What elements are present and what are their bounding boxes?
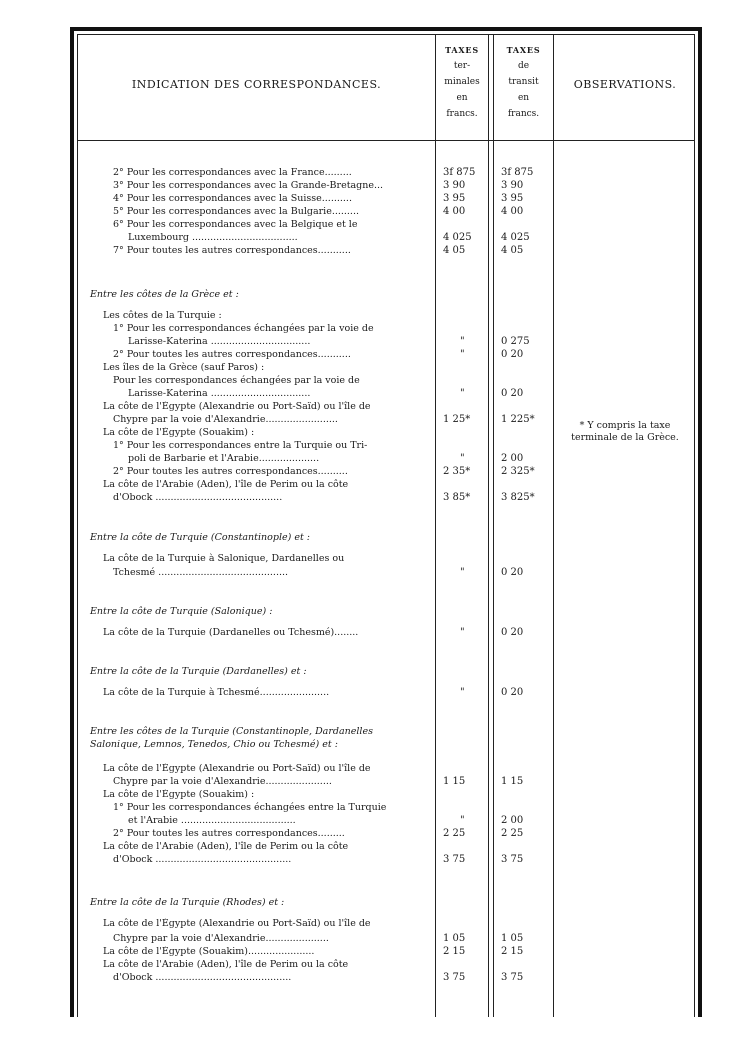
transit-tax-value: 3 825* xyxy=(501,492,535,503)
table-row-text: La côte de l'Égypte (Souakim) : xyxy=(103,789,255,800)
transit-tax-value: 0 20 xyxy=(501,567,524,578)
column-divider-1 xyxy=(435,34,436,1017)
header-terminal-line: minales xyxy=(444,77,480,87)
section-heading: Entre la côte de Turquie (Salonique) : xyxy=(90,606,273,617)
transit-tax-value: 1 225* xyxy=(501,414,535,425)
terminal-tax-value: 1 15 xyxy=(443,776,466,787)
section-heading: Salonique, Lemnos, Tenedos, Chio ou Tchesmé) et : xyxy=(90,739,338,750)
table-row-text: La côte de l'Arabie (Aden), l'île de Perim ou la côte xyxy=(103,841,349,852)
table-row-text: Larisse-Katerina ................................. xyxy=(128,336,311,347)
table-row-text: La côte de la Turquie à Salonique, Dardanelles ou xyxy=(103,553,345,564)
header-indication: INDICATION DES CORRESPONDANCES. xyxy=(131,78,382,91)
header-transit-line: en xyxy=(517,93,530,103)
terminal-tax-value: " xyxy=(460,687,465,698)
transit-tax-value: 2 15 xyxy=(501,946,524,957)
header-terminal-taxes xyxy=(436,42,488,122)
table-row-text: La côte de l'Égypte (Alexandrie ou Port-Saïd) ou l'île de xyxy=(103,918,371,929)
terminal-tax-value: 3 95 xyxy=(443,193,466,204)
transit-tax-value: 0 20 xyxy=(501,687,524,698)
transit-tax-value: 4 00 xyxy=(501,206,524,217)
terminal-tax-value: " xyxy=(460,453,465,464)
section-heading: Entre les côtes de la Turquie (Constantinople, Dardanelles xyxy=(90,726,373,737)
section-heading: Entre les côtes de la Grèce et : xyxy=(90,289,239,300)
table-row-text: d'Obock .......................................... xyxy=(113,492,283,503)
table-row-text: 3° Pour les correspondances avec la Grande-Bretagne... xyxy=(113,180,384,191)
table-row-text: Les îles de la Grèce (sauf Paros) : xyxy=(103,362,265,373)
table-row-text: La côte de la Turquie (Dardanelles ou Tchesmé)........ xyxy=(103,627,359,638)
column-divider-2b xyxy=(493,34,494,1017)
table-row-text: Chypre par la voie d'Alexandrie........................ xyxy=(113,414,338,425)
table-row-text: Les côtes de la Turquie : xyxy=(103,310,222,321)
table-row-text: et l'Arabie ...................................... xyxy=(128,815,296,826)
table-row-text: 1° Pour les correspondances entre la Turquie ou Tri- xyxy=(113,440,368,451)
transit-tax-value: 1 15 xyxy=(501,776,524,787)
observation-note xyxy=(560,420,690,444)
transit-tax-value: 4 025 xyxy=(501,232,530,243)
table-row-text: 2° Pour les correspondances avec la France......... xyxy=(113,167,352,178)
header-separator xyxy=(77,140,695,141)
table-row-text: La côte de la Turquie à Tchesmé....................... xyxy=(103,687,330,698)
table-row-text: La côte de l'Égypte (Souakim)...................... xyxy=(103,946,315,957)
terminal-tax-value: " xyxy=(460,388,465,399)
table-row-text: 2° Pour toutes les autres correspondances.......... xyxy=(113,466,348,477)
table-row-text: La côte de l'Égypte (Alexandrie ou Port-Saïd) ou l'île de xyxy=(103,763,371,774)
transit-tax-value: 2 00 xyxy=(501,453,524,464)
header-terminal-line: francs. xyxy=(446,109,478,119)
table-row-text: Luxembourg ................................... xyxy=(128,232,298,243)
header-observations: OBSERVATIONS. xyxy=(573,78,677,91)
table-row-text: Tchesmé ........................................... xyxy=(113,567,289,578)
column-divider-3 xyxy=(553,34,554,1017)
table-row-text: Larisse-Katerina ................................. xyxy=(128,388,311,399)
transit-tax-value: 3 75 xyxy=(501,854,524,865)
table-row-text: La côte de l'Égypte (Alexandrie ou Port-Saïd) ou l'île de xyxy=(103,401,371,412)
table-row-text: 4° Pour les correspondances avec la Suisse.......... xyxy=(113,193,352,204)
transit-tax-value: 2 25 xyxy=(501,828,524,839)
terminal-tax-value: 4 05 xyxy=(443,245,466,256)
header-terminal-line: en xyxy=(456,93,468,103)
transit-tax-value: 3 75 xyxy=(501,972,524,983)
terminal-tax-value: 3 85* xyxy=(443,492,471,503)
table-row-text: d'Obock ............................................. xyxy=(113,854,292,865)
transit-tax-value: 0 20 xyxy=(501,349,524,360)
terminal-tax-value: 2 35* xyxy=(443,466,471,477)
terminal-tax-value: " xyxy=(460,567,465,578)
header-terminal-line: ter- xyxy=(453,61,471,71)
table-row-text: 2° Pour toutes les autres correspondances........... xyxy=(113,349,351,360)
observation-line: * Y compris la taxe xyxy=(579,420,671,431)
transit-tax-value: 0 275 xyxy=(501,336,530,347)
section-heading: Entre la côte de la Turquie (Rhodes) et : xyxy=(90,897,285,908)
table-row-text: 7° Pour toutes les autres correspondances........... xyxy=(113,245,351,256)
terminal-tax-value: 4 00 xyxy=(443,206,466,217)
terminal-tax-value: 3 90 xyxy=(443,180,466,191)
table-row-text: Chypre par la voie d'Alexandrie...................... xyxy=(113,776,332,787)
table-row-text: Chypre par la voie d'Alexandrie..................... xyxy=(113,933,329,944)
table-row-text: La côte de l'Arabie (Aden), l'île de Perim ou la côte xyxy=(103,959,349,970)
terminal-tax-value: " xyxy=(460,815,465,826)
table-row-text: 1° Pour les correspondances échangées entre la Turquie xyxy=(113,802,387,813)
terminal-tax-value: 3 75 xyxy=(443,854,466,865)
transit-tax-value: 2 00 xyxy=(501,815,524,826)
table-row-text: 1° Pour les correspondances échangées par la voie de xyxy=(113,323,374,334)
table-row-text: La côte de l'Arabie (Aden), l'île de Perim ou la côte xyxy=(103,479,349,490)
header-transit-taxes xyxy=(494,42,553,122)
header-transit-line: de xyxy=(517,61,530,71)
table-row-text: poli de Barbarie et l'Arabie.................... xyxy=(128,453,320,464)
column-divider-2 xyxy=(488,34,489,1017)
transit-tax-value: 2 325* xyxy=(501,466,535,477)
transit-tax-value: 1 05 xyxy=(501,933,524,944)
terminal-tax-value: 4 025 xyxy=(443,232,472,243)
header-transit-line: TAXES xyxy=(506,45,541,55)
transit-tax-value: 3f 875 xyxy=(501,167,534,178)
terminal-tax-value: 3 75 xyxy=(443,972,466,983)
table-row-text: 6° Pour les correspondances avec la Belgique et le xyxy=(113,219,358,230)
table-row-text: 5° Pour les correspondances avec la Bulgarie......... xyxy=(113,206,359,217)
table-row-text: d'Obock ............................................. xyxy=(113,972,292,983)
observation-line: terminale de la Grèce. xyxy=(571,432,679,443)
table-row-text: Pour les correspondances échangées par la voie de xyxy=(113,375,360,386)
terminal-tax-value: 3f 875 xyxy=(443,167,476,178)
section-heading: Entre la côte de la Turquie (Dardanelles) et : xyxy=(90,666,307,677)
terminal-tax-value: 2 25 xyxy=(443,828,466,839)
header-transit-line: transit xyxy=(508,77,539,87)
transit-tax-value: 0 20 xyxy=(501,627,524,638)
transit-tax-value: 3 95 xyxy=(501,193,524,204)
header-transit-line: francs. xyxy=(507,109,540,119)
table-row-text: 2° Pour toutes les autres correspondances......... xyxy=(113,828,345,839)
header-terminal-line: TAXES xyxy=(445,45,479,55)
transit-tax-value: 3 90 xyxy=(501,180,524,191)
terminal-tax-value: 1 05 xyxy=(443,933,466,944)
terminal-tax-value: " xyxy=(460,627,465,638)
terminal-tax-value: " xyxy=(460,349,465,360)
terminal-tax-value: 1 25* xyxy=(443,414,471,425)
terminal-tax-value: 2 15 xyxy=(443,946,466,957)
section-heading: Entre la côte de Turquie (Constantinople) et : xyxy=(90,532,310,543)
transit-tax-value: 4 05 xyxy=(501,245,524,256)
transit-tax-value: 0 20 xyxy=(501,388,524,399)
terminal-tax-value: " xyxy=(460,336,465,347)
table-row-text: La côte de l'Égypte (Souakim) : xyxy=(103,427,255,438)
